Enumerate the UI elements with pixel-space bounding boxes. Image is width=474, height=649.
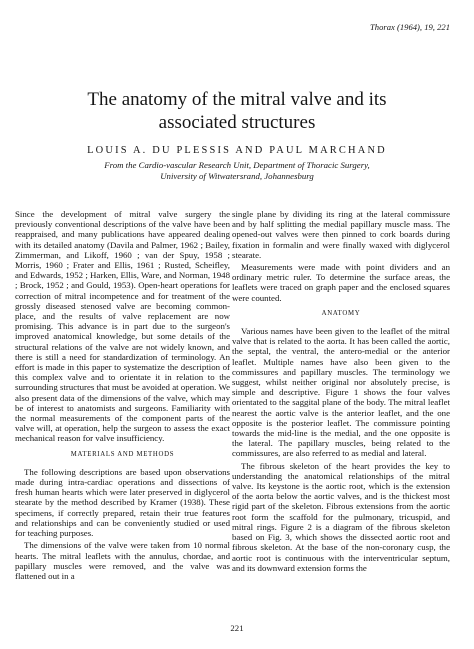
page-number: 221 <box>230 623 244 633</box>
journal-reference: Thorax (1964), 19, 221 <box>370 22 450 32</box>
author-line: LOUIS A. DU PLESSIS AND PAUL MARCHAND <box>87 145 387 156</box>
methods-heading: MATERIALS AND METHODS <box>70 450 175 458</box>
title-line-1: The anatomy of the mitral valve and its <box>87 89 387 110</box>
methods-continued-paragraph: single plane by dividing its ring at the lateral commissure and by half splitting the medial papillary muscle mass. The opened-out valves were then pinned to cork boards during fixation in formalin and were finally waxed with diglycerol stearate. <box>232 209 450 260</box>
anatomy-heading: ANATOMY <box>321 309 361 317</box>
right-column <box>232 209 450 575</box>
measurements-paragraph: Measurements were made with point dividers and an ordinary metric ruler. To determine the surface areas, the leaflets were traced on graph paper and the enclosed squares were counted. <box>232 262 450 303</box>
affiliation-line-2: University of Witwatersrand, Johannesburg <box>160 170 314 181</box>
methods-paragraph-2: The dimensions of the valve were taken from 10 normal hearts. The mitral leaflets with the annulus, chordae, and papillary muscles were removed, and the valve was flattened out in a <box>15 540 230 581</box>
anatomy-paragraph-2: The fibrous skeleton of the heart provides the key to understanding the anatomical relationships of the mitral valve. Its keystone is the aortic root, which is the extension of the aorta below the aortic valves, and is the thickest most rigid part of the skeleton. Fibrous extensions from the aortic root form the scaffold for the pulmonary, tricuspid, and mitral rings. Figure 2 is a diagram of the fibrous skeleton based on Fig. 3, which shows the dissected aortic root and fibrous skeleton. At the base of the non-coronary cusp, the aortic root is continuous with the interventricular septum, and its downward extension forms the <box>232 460 450 573</box>
affiliation-line-1: From the Cardio-vascular Research Unit, Department of Thoracic Surgery, <box>104 160 370 170</box>
left-column <box>15 209 230 583</box>
article-title <box>0 88 474 134</box>
intro-paragraph: Since the development of mitral valve surgery the previously conventional descriptions of the valve have been reappraised, and many publications have appeared dealing with its detailed anatomy (Davila and Palmer, 1962 ; Bailey, Zimmerman, and Likoff, 1960 ; van der Spuy, 1958 ; Morris, 1960 ; Frater and Ellis, 1961 ; Rusted, Scheifley, and Edwards, 1952 ; Harken, Ellis, Ware, and Norman, 1948 ; Brock, 1952 ; and Gould, 1953). Open-heart operations for correction of mitral incompetence and for treatment of the grossly diseased stenosed valve are becoming common-place, and the results of valve replacement are now promising. This advance is in part due to the surgeon's improved anatomical knowledge, but some details of the structural relations of the valve are not widely known, and there is still a need for standardization of terminology. An effort is made in this paper to systematize the description of this complex valve and to orientate it in relation to the surrounding structures that must be avoided at operation. We also present data of the dimensions of the valve, which may be of interest to anatomists and surgeons. Familiarity with the normal measurements of the component parts of the valve will, at operation, help the surgeon to assess the exact mechanical reason for valve insufficiency. <box>15 209 231 444</box>
title-line-2: associated structures <box>158 112 316 133</box>
anatomy-paragraph-1: Various names have been given to the leaflet of the mitral valve that is related to the aorta. It has been called the aortic, the septal, the ventral, the antero-medial or the anterior leaflet. Multiple names have also been given to the commissures and papillary muscles. The terminology we suggest, whilst neither original nor absolutely precise, is simple and descriptive. Figure 1 shows the four valves orientated to the saggital plane of the body. The mitral leaflet nearest the aortic valve is the anterior leaflet, and the one opposite is the posterior leaflet. The commissure pointing towards the mid-line is the medial, and the one opposite is the lateral. The papillary muscles, being related to the commissures, are also referred to as medial and lateral. <box>232 326 450 459</box>
affiliation <box>0 160 474 181</box>
methods-paragraph-1: The following descriptions are based upon observations made during intra-cardiac operations and dissections of fresh human hearts which were later preserved in diglycerol stearate by the method described by Kramer (1938). These specimens, if correctly prepared, retain their true features and relationships and can be conveniently studied or used for teaching purposes. <box>15 466 230 539</box>
